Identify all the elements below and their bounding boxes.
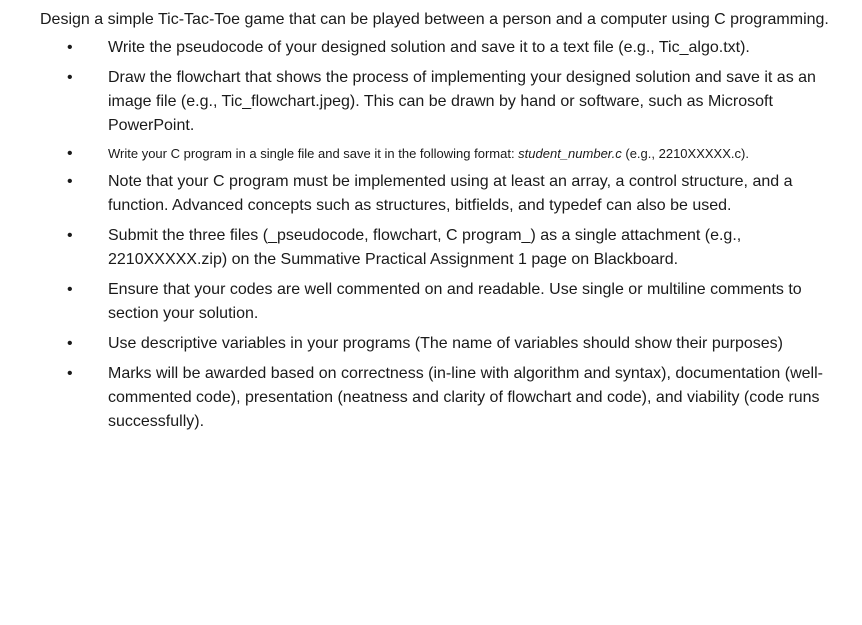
list-item — [67, 278, 842, 326]
list-item-text: Write the pseudocode of your designed solution and save it to a text file (e.g., Tic_algo.txt). — [108, 39, 750, 56]
bullet-icon: • — [67, 227, 73, 244]
list-item — [67, 144, 842, 164]
requirements-list — [40, 36, 842, 434]
list-item-text: Marks will be awarded based on correctness (in-line with algorithm and syntax), documentation (well-commented code), presentation (neatness and clarity of flowchart and code), and viability (code runs successfully). — [108, 365, 823, 430]
list-item — [67, 224, 842, 272]
bullet-icon: • — [67, 145, 73, 162]
bullet-icon: • — [67, 335, 73, 352]
list-item-text: Use descriptive variables in your programs (The name of variables should show their purposes) — [108, 335, 783, 352]
list-item — [67, 332, 842, 356]
bullet-icon: • — [67, 39, 73, 56]
list-item — [67, 36, 842, 60]
bullet-icon: • — [67, 69, 73, 86]
bullet-icon: • — [67, 173, 73, 190]
list-item-text-prefix: Write your C program in a single file and save it in the following format: — [108, 146, 519, 161]
list-item — [67, 362, 842, 434]
intro-paragraph: Design a simple Tic-Tac-Toe game that can be played between a person and a computer using C programming. — [40, 11, 829, 28]
list-item-text: Draw the flowchart that shows the process of implementing your designed solution and save it as an image file (e.g., Tic_flowchart.jpeg). This can be drawn by hand or software, such as Microsoft PowerPoint. — [108, 69, 816, 134]
list-item-text-suffix: (e.g., 2210XXXXX.c). — [621, 146, 749, 161]
list-item — [67, 170, 842, 218]
bullet-icon: • — [67, 281, 73, 298]
list-item-text: Note that your C program must be implemented using at least an array, a control structure, and a function. Advanced concepts such as structures, bitfields, and typedef can also be used. — [108, 173, 793, 214]
bullet-icon: • — [67, 365, 73, 382]
list-item — [67, 66, 842, 138]
list-item-text: Ensure that your codes are well commented on and readable. Use single or multiline comments to section your solution. — [108, 281, 802, 322]
list-item-text-italic: student_number.c — [518, 146, 622, 161]
list-item-text: Submit the three files (_pseudocode, flowchart, C program_) as a single attachment (e.g., 2210XXXXX.zip) on the Summative Practical Assignment 1 page on Blackboard. — [108, 227, 742, 268]
